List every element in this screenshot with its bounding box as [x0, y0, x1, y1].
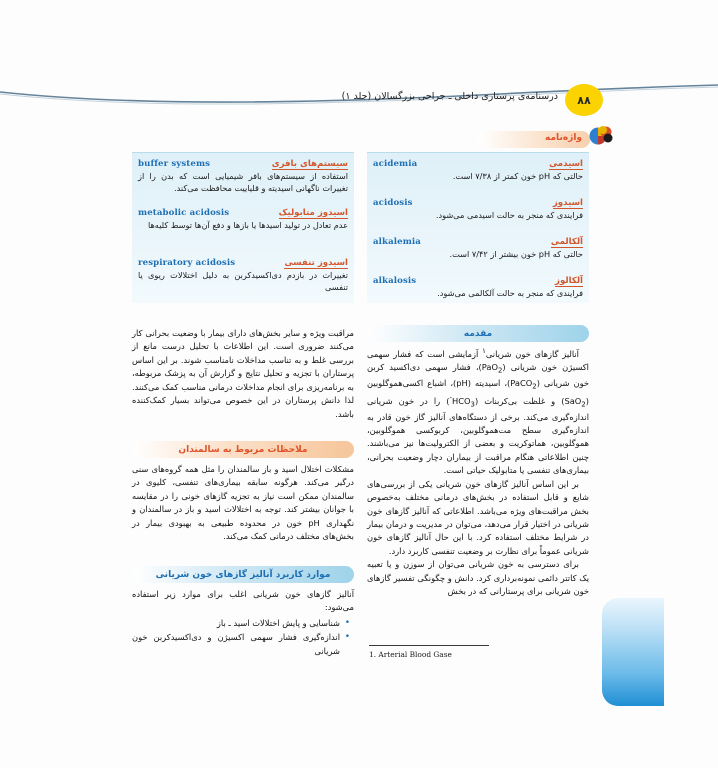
glossary-term-fa: اسیدوز متابولیک: [278, 208, 348, 218]
glossary-definition: فرایندی که منجر به حالت آلکالمی می‌شود.: [437, 288, 583, 298]
left-paragraph: مراقبت ویژه و سایر بخش‌های دارای بیمار با وضعیت بحرانی کار می‌کنند ضروری است. این اطلاعات با تحلیل درست مانع از بررسی غلط و به تناسب مداخلات نامناسب شوند. بر این اساس پرستاران با تجزیه و تحلیل نتایج و گزارش آن به پزشک مربوطه، به برنامه‌ریزی برای انجام مداخلات درمانی مناسب کمک می‌کنند. لذا دانش پرستاران در این خصوص می‌تواند بسیار کمک‌کننده باشد.: [132, 328, 354, 419]
intro-title: مقدمه: [463, 328, 493, 339]
list-item: • اندازه‌گیری فشار سهمی اکسیژن و دی‌اکسیدکربن خون شریانی: [132, 631, 340, 658]
glossary-term-fa: اسیدمی: [549, 159, 583, 169]
elderly-paragraph: مشکلات اختلال اسید و باز سالمندان را مثل همه گروه‌های سنی درگیر می‌کند. هرگونه سابقه بیماری‌های تنفسی، کلیوی در سالمندان ممکن است نیاز به تجزیه گازهای خونی را در مقایسه با جوانان بیشتر کند. توجه به اختلالات اسید و باز در سالمندان و نگهداری pH خون در محدوده طبیعی به بهبودی بیمار در بخش‌های مختلف درمانی کمک می‌کند.: [132, 464, 354, 542]
intro-section-bar: [367, 325, 589, 342]
elderly-body: [132, 463, 354, 544]
decorative-blue-tab: [602, 598, 664, 706]
glossary-term-en: respiratory acidosis: [138, 258, 236, 268]
usage-title: موارد کاربرد آنالیز گازهای خون شریانی: [155, 569, 331, 580]
glossary-term-fa: سیستم‌های بافری: [271, 159, 348, 169]
intro-paragraph-2: بر این اساس آنالیز گازهای خون شریانی یکی از بررسی‌های شایع و قابل استفاده در بخش‌های درمانی مختلف به‌خصوص بخش مراقبت‌های ویژه می‌باشد. اطلاعاتی که آنالیز گازهای خون شریانی در اختیار قرار می‌دهد، می‌توان در مدیریت و درمان بیمار در شرایط مختلف استفاده کرد. با این حال آنالیز گازهای خون شریانی عموماً برای نظارت بر وضعیت تنفسی کاربرد دارد.: [367, 478, 589, 556]
glossary-definition: استفاده از سیستم‌های بافر شیمیایی است که بدن را از تغییرات ناگهانی اسیدیته و قلیاییت محافظت می‌کند.: [138, 171, 348, 194]
elderly-section-bar: [132, 441, 354, 458]
glossary-definition: حالتی که pH خون بیشتر از ۷/۴۲ است.: [449, 249, 583, 259]
footnote-divider: [369, 645, 489, 646]
running-head: درسنامه‌ی پرستاری داخلی ـ جراحی بزرگسالان (جلد ۱): [341, 91, 558, 102]
elderly-title: ملاحظات مربوط به سالمندان: [178, 444, 308, 455]
glossary-title-bar: [478, 131, 590, 148]
glossary-term-fa: اسیدوز: [552, 198, 583, 208]
intro-paragraph-3: برای دسترسی به خون شریانی می‌توان از سوزن و یا تعبیه یک کاتتر دائمی نمونه‌برداری کرد. دانش و چگونگی تفسیر گازهای خون شریانی برای پرستارانی که در بخش: [367, 559, 589, 597]
left-column-body: [132, 327, 354, 421]
glossary-term-fa: اسیدوز تنفسی: [284, 258, 348, 268]
glossary-term-fa: آلکالوز: [555, 276, 583, 286]
glossary-term-en: buffer systems: [138, 159, 211, 169]
page-header: [0, 68, 718, 126]
glossary-definition: عدم تعادل در تولید اسیدها یا بازها و دفع آن‌ها توسط کلیه‌ها: [148, 220, 348, 230]
glossary-term-en: acidosis: [373, 198, 413, 208]
glossary-column-left: [132, 152, 354, 303]
glossary-definition: تغییرات در بازدم دی‌اکسیدکربن به دلیل اختلالات ریوی یا تنفسی: [138, 270, 348, 293]
footnote: 1. Arterial Blood Gase: [369, 650, 452, 659]
usage-lead: [132, 588, 354, 615]
intro-body: [367, 346, 589, 599]
glossary-term-en: acidemia: [373, 159, 418, 169]
usage-section-bar: [132, 566, 354, 583]
glossary-term-en: metabolic acidosis: [138, 208, 230, 218]
glossary-title: واژه‌نامه: [545, 133, 582, 143]
list-item: • شناسایی و پایش اختلالات اسید ـ باز: [132, 617, 340, 630]
glossary-column-right: [367, 152, 589, 303]
usage-list: [132, 617, 354, 659]
glossary-term-en: alkalemia: [373, 237, 421, 247]
glossary-term-fa: آلکالمی: [550, 237, 583, 247]
glossary-definition: فرایندی که منجر به حالت اسیدمی می‌شود.: [435, 210, 583, 220]
page-number: ۸۸: [577, 93, 591, 107]
glossary-term-en: alkalosis: [373, 276, 417, 286]
color-wheel-icon: [588, 124, 614, 148]
page-number-badge: [565, 84, 603, 116]
intro-paragraph-1: آنالیز گازهای خون شریانی$^۱$ آزمایشی است که فشار سهمی اکسیژن خون شریانی (PaO$_2$)، فشار سهمی دی‌اکسید کربن خون شریانی (PaCO$_2$)، اسیدیته (pH)، اشباع اکسی‌هموگلوبین (SaO$_2$) و غلظت بی‌کربنات $(HCO_3^-)$ را در خون شریانی اندازه‌گیری می‌کند. برخی از دستگاه‌های آنالیز گاز خون قادر به اندازه‌گیری سطح مت‌هموگلوبین، کربوکسی هموگلوبین، هموگلوبین، هماتوکریت و بعضی از الکترولیت‌ها نیز می‌باشند. چنین اطلاعاتی هنگام مراقبت از بیماران دچار وضعیت بحرانی، بیماری‌های تنفسی یا متابولیک حیاتی است.: [367, 347, 589, 476]
glossary-definition: حالتی که pH خون کمتر از ۷/۳۸ است.: [452, 171, 583, 181]
usage-lead-text: آنالیز گازهای خون شریانی اغلب برای موارد زیر استفاده می‌شود:: [132, 589, 354, 613]
